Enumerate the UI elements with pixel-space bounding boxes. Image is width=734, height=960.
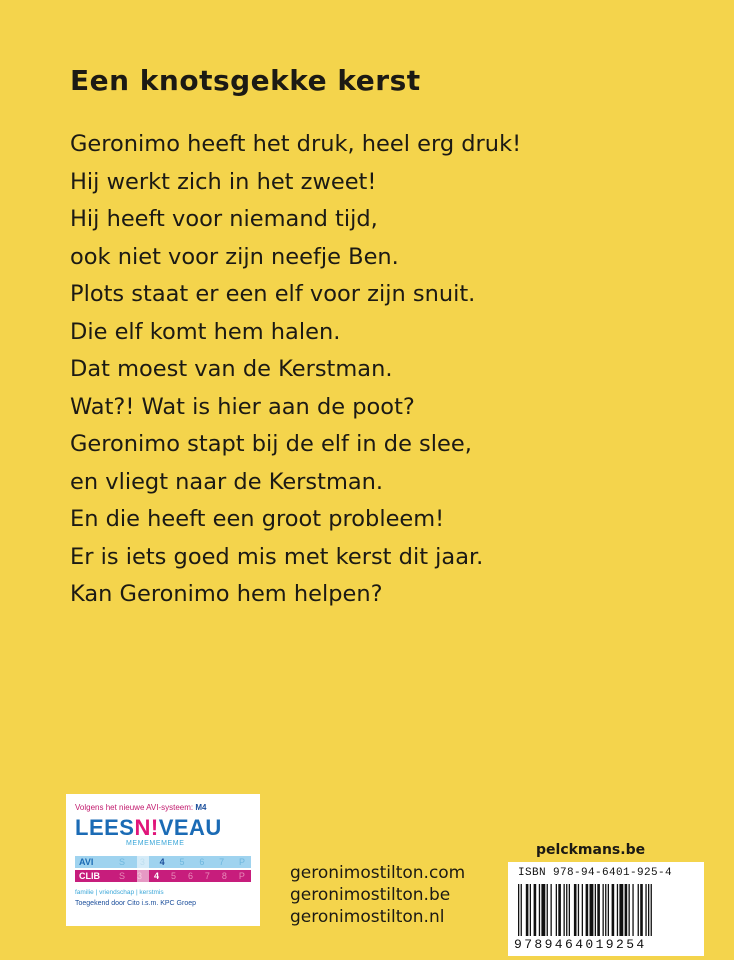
clib-cell-active: 4 xyxy=(153,871,159,881)
avi-cell: 6 xyxy=(199,857,205,867)
website-list xyxy=(290,862,465,928)
reading-level-badge xyxy=(66,794,260,926)
blurb-line: Geronimo stapt bij de elf in de slee, xyxy=(70,431,472,457)
blurb-line: Hij werkt zich in het zweet! xyxy=(70,168,377,195)
blurb-line: Die elf komt hem halen. xyxy=(70,318,341,345)
avi-cell: 7 xyxy=(219,857,225,867)
isbn-label: ISBN 978-94-6401-925-4 xyxy=(518,867,673,879)
logo-part-a: LEES xyxy=(75,815,135,840)
blurb-line: Hij heeft voor niemand tijd, xyxy=(70,206,378,232)
avi-intro-text: Volgens het nieuwe AVI-systeem: xyxy=(75,803,194,812)
blurb-line: ook niet voor zijn neefje Ben. xyxy=(70,243,399,270)
clib-cell: 5 xyxy=(170,871,176,881)
logo-part-bang: N! xyxy=(134,815,159,840)
avi-cell-active: 4 xyxy=(159,857,165,867)
clib-label: CLIB xyxy=(79,871,100,881)
m-row: MEMEMEMEME xyxy=(126,840,185,847)
avi-row xyxy=(75,856,251,868)
blurb-line: en vliegt naar de Kerstman. xyxy=(70,468,384,495)
blurb-line: Dat moest van de Kerstman. xyxy=(70,356,393,382)
clib-row xyxy=(75,870,251,882)
blurb-line: Kan Geronimo hem helpen? xyxy=(70,581,383,607)
isbn-barcode xyxy=(508,862,704,956)
avi-label: AVI xyxy=(79,857,94,867)
avi-level: M4 xyxy=(195,803,207,812)
clib-cell: 6 xyxy=(187,871,193,881)
logo-part-b: VEAU xyxy=(158,815,222,840)
barcode-bars xyxy=(516,884,696,936)
blurb-text xyxy=(70,126,521,614)
level-marker xyxy=(137,852,149,884)
badge-themes: familie | vriendschap | kerstmis xyxy=(75,889,164,896)
blurb-line: Plots staat er een elf voor zijn snuit. xyxy=(70,281,476,307)
leesniveau-logo xyxy=(75,815,222,841)
publisher-url[interactable]: pelckmans.be xyxy=(536,842,646,858)
clib-cell: S xyxy=(119,871,126,881)
clib-cell: P xyxy=(238,871,245,881)
website-link[interactable]: geronimostilton.nl xyxy=(290,907,445,927)
blurb-line: Geronimo heeft het druk, heel erg druk! xyxy=(70,131,522,157)
ean-number: 9789464019254 xyxy=(514,937,647,952)
clib-cell: 7 xyxy=(204,871,210,881)
avi-intro xyxy=(75,803,207,812)
blurb-line: Wat?! Wat is hier aan de poot? xyxy=(70,393,415,420)
badge-awarded-by: Toegekend door Cito i.s.m. KPC Groep xyxy=(75,900,197,907)
avi-cell: S xyxy=(119,857,126,867)
avi-cell: 5 xyxy=(179,857,185,867)
blurb-line: En die heeft een groot probleem! xyxy=(70,506,445,532)
blurb-line: Er is iets goed mis met kerst dit jaar. xyxy=(70,543,484,570)
website-link[interactable]: geronimostilton.be xyxy=(290,885,451,905)
avi-cell: P xyxy=(238,857,245,867)
book-title: Een knotsgekke kerst xyxy=(70,64,421,97)
website-link[interactable]: geronimostilton.com xyxy=(290,863,466,883)
clib-cell: 8 xyxy=(221,871,227,881)
